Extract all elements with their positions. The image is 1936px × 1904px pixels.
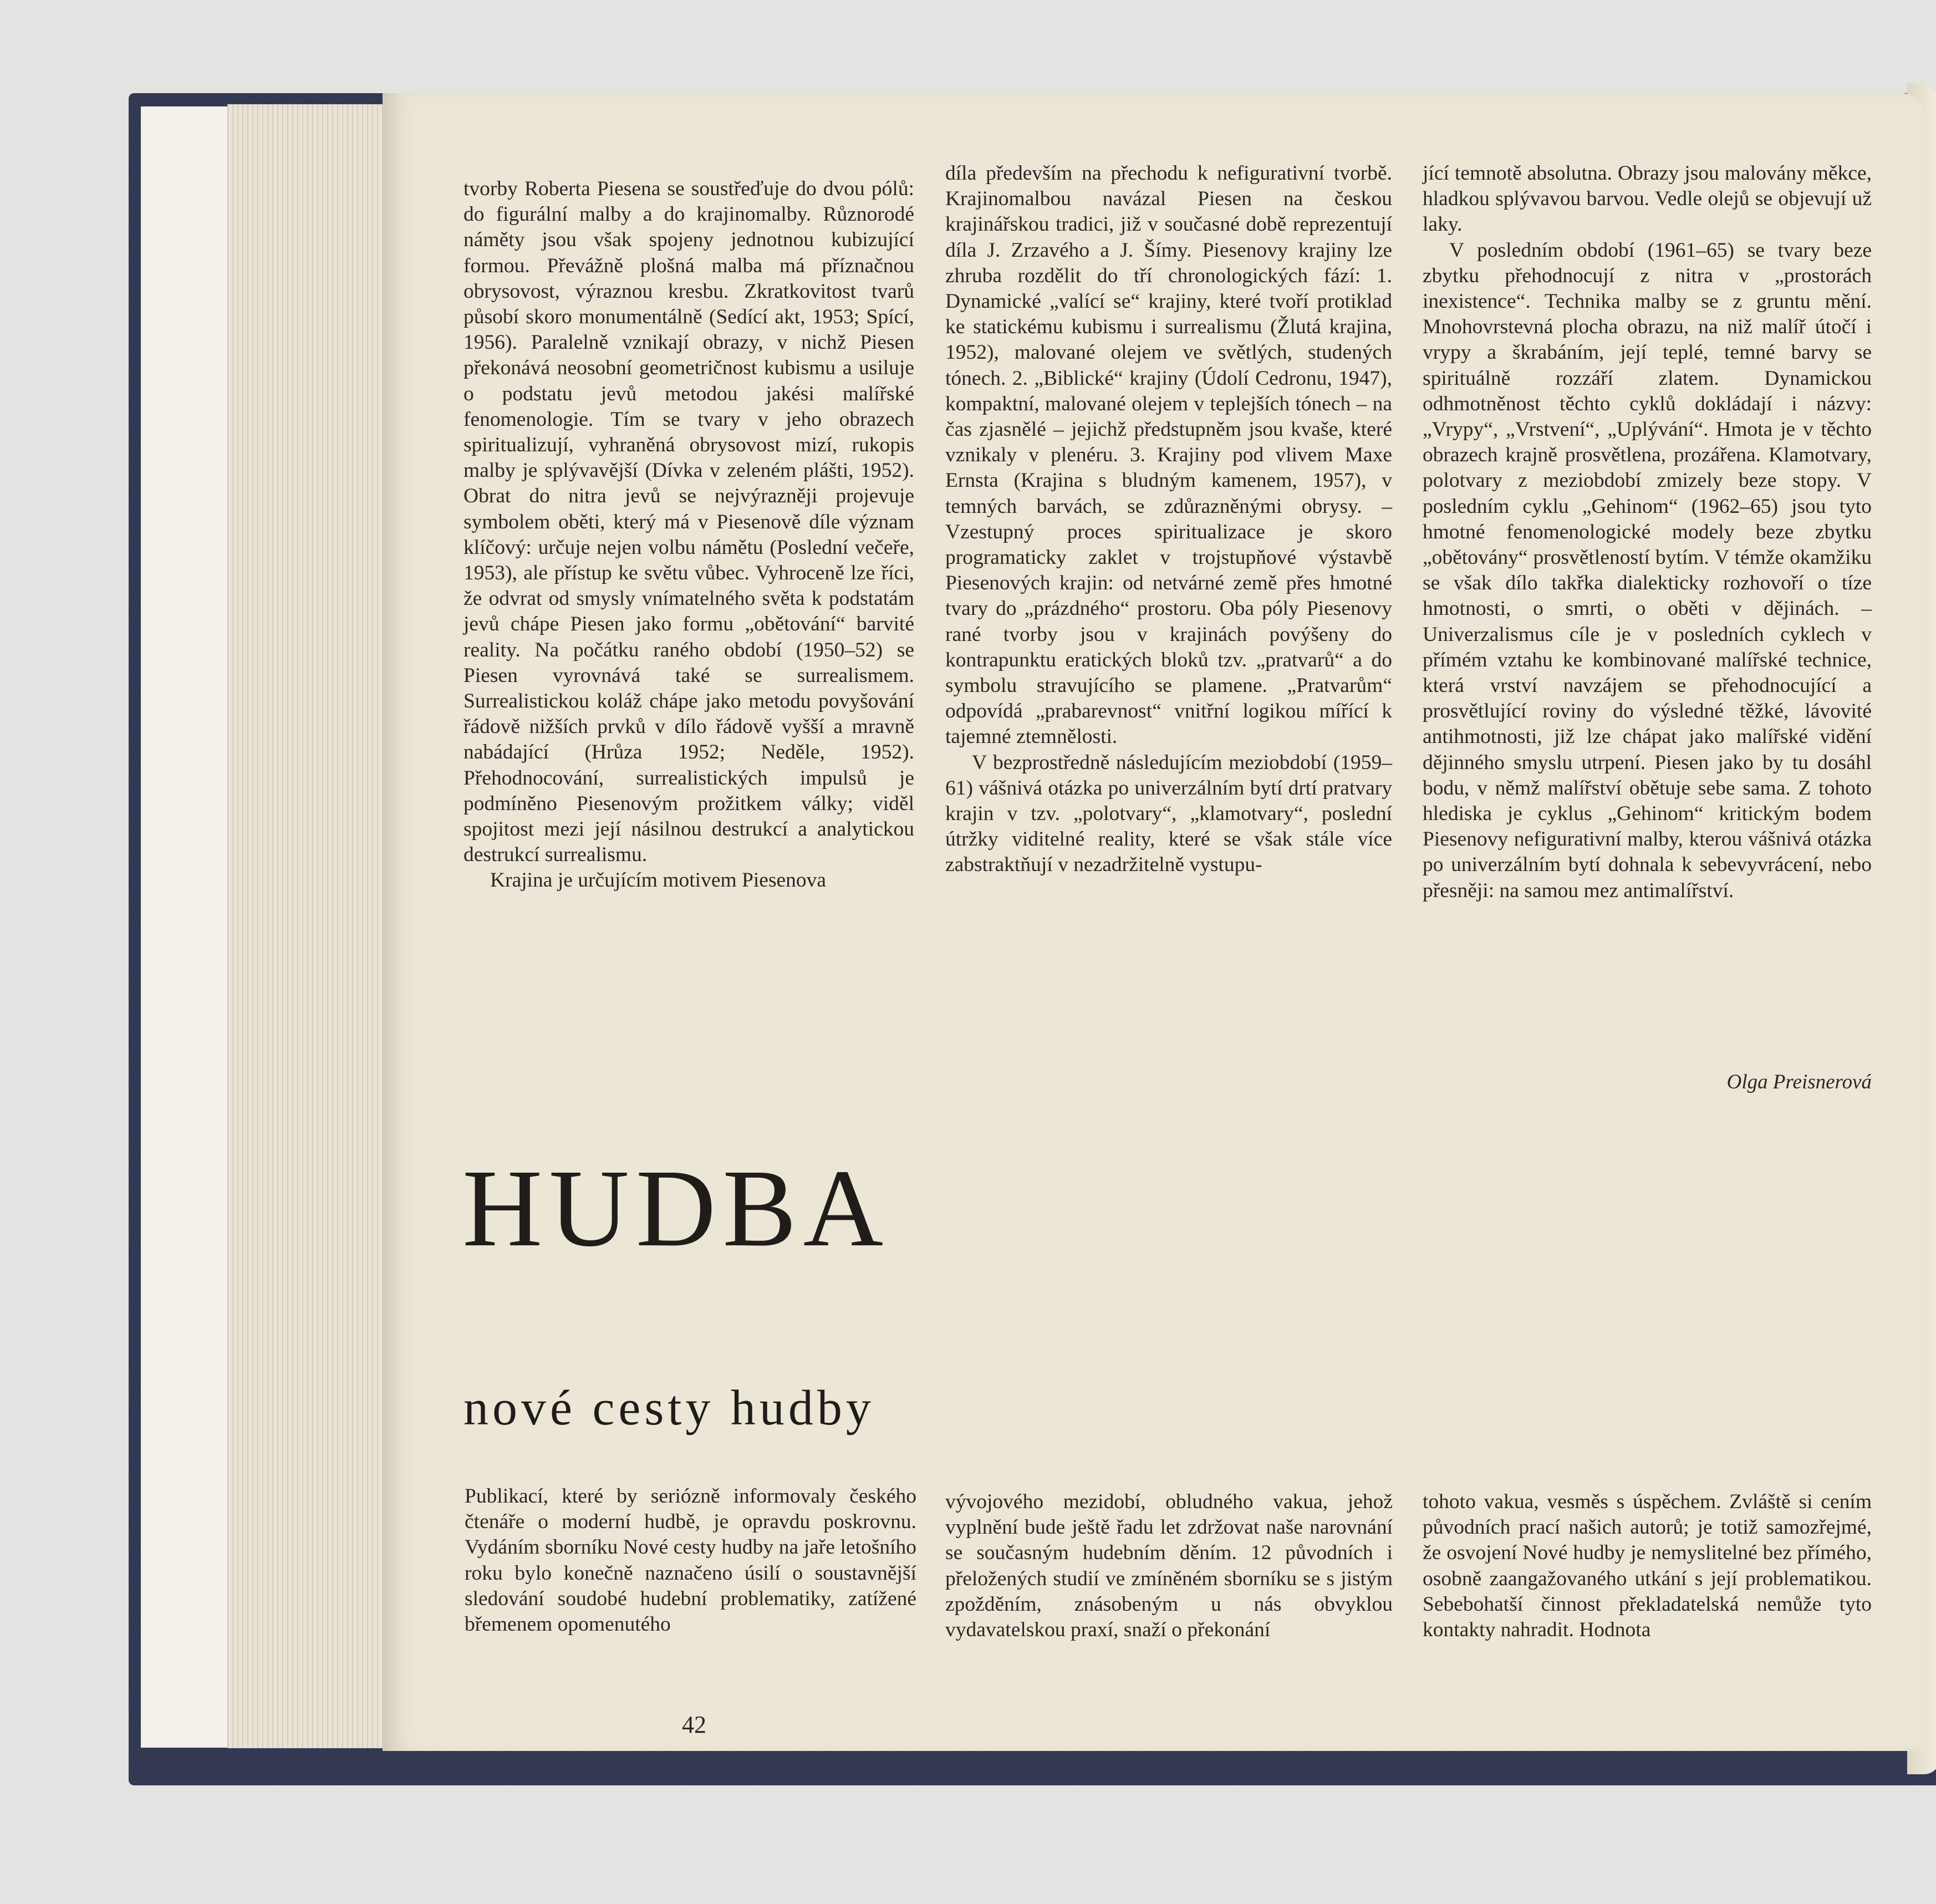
article-column-3	[1423, 161, 1872, 904]
left-page-edge	[141, 106, 230, 1748]
article-paragraph: tohoto vakua, vesměs s úspěchem. Zvláště si cením původních prací našich autorů; je totiž samozřejmé, že osvojení Nové hudby je nemyslitelné bez přímého, osobně zaangažovaného utkání s její problematikou. Sebebohatší činnost překladatelská nemůže tyto kontakty nahradit. Hodnota	[1423, 1490, 1872, 1642]
article-paragraph: V bezprostředně následujícím meziobdobí (1959–61) vášnivá otázka po univerzálním bytí drtí pratvary krajin v tzv. „polotvary“, „klamotvary“, poslední útržky viditelné reality, které se však stále více zabstraktňují v nezadržitelně vystupu-	[945, 751, 1392, 877]
page-stack	[227, 104, 386, 1748]
article-paragraph: Krajina je určujícím motivem Piesenova	[490, 869, 827, 892]
music-article-column-2	[945, 1489, 1393, 1643]
article-column-1	[463, 176, 914, 894]
page-number: 42	[682, 1711, 706, 1738]
author-signature: Olga Preisnerová	[1726, 1071, 1872, 1093]
music-article-column-1	[465, 1484, 916, 1637]
article-paragraph: vývojového mezidobí, obludného vakua, jehož vyplnění bude ještě řadu let zdržovat naše narovnání se současným hudebním děním. 12 původních i přeložených studií ve zmíněném sborníku se s jistým zpožděním, znásobeným u nás obvyklou vydavatelskou praxí, snaží o překonání	[945, 1490, 1393, 1642]
article-paragraph: Publikací, které by seriózně informovaly českého čtenáře o moderní hudbě, je opravdu poskrovnu. Vydáním sborníku Nové cesty hudby na jaře letošního roku bylo konečně naznačeno úsilí o soustavnější sledování soudobé hudební problematiky, zatížené břemenem opomenutého	[465, 1485, 916, 1636]
article-paragraph: díla především na přechodu k nefigurativní tvorbě. Krajinomalbou navázal Piesen na českou krajinářskou tradici, již v současné době reprezentují díla J. Zrzavého a J. Šímy. Piesenovy krajiny lze zhruba rozdělit do tří chronologických fází: 1. Dynamické „valící se“ krajiny, které tvoří protiklad ke statickému kubismu i surrealismu (Žlutá krajina, 1952), malované olejem ve světlých, studených tónech. 2. „Biblické“ krajiny (Údolí Cedronu, 1947), kompaktní, malované olejem v teplejších tónech – na čas zjasnělé – jejichž předstupněm jsou kvaše, které vznikaly v plenéru. 3. Krajiny pod vlivem Maxe Ernsta (Krajina s bludným kamenem, 1957), v temných barvách, se zdůrazněnými obrysy. – Vzestupný proces spiritualizace je skoro programaticky zaklet v trojstupňové výstavbě Piesenových krajin: od netvárné země přes hmotné tvary do „prázdného“ prostoru. Oba póly Piesenovy rané tvorby jsou v krajinách povýšeny do kontrapunktu eratických bloků tzv. „pratvarů“ a do symbolu stravujícího se plamene. „Pratvarům“ odpovídá „prabarevnost“ vnitřní logikou mířící k tajemné ztemnělosti.	[945, 162, 1392, 749]
music-article-column-3	[1423, 1489, 1872, 1643]
article-paragraph: jící temnotě absolutna. Obrazy jsou malovány měkce, hladkou splývavou barvou. Vedle olejů se objevují už laky.	[1423, 162, 1872, 236]
article-paragraph: V posledním období (1961–65) se tvary beze zbytku přehodnocují z nitra v „prostorách inexistence“. Technika malby se z gruntu mění. Mnohovrstevná plocha obrazu, na niž malíř útočí i vrypy a škrabáním, její teplé, temné barvy se spirituálně rozzáří zlatem. Dynamickou odhmotněnost těchto cyklů dokládají i názvy: „Vrypy“, „Vrstvení“, „Uplývání“. Hmota je v těchto obrazech krajně prosvětlena, prozářena. Klamotvary, polotvary z meziobdobí zmizely beze stopy. V posledním cyklu „Gehinom“ (1962–65) jsou tyto hmotné fenomenologické modely beze zbytku „obětovány“ prosvětleností bytím. V témže okamžiku se však dílo takřka dialekticky rozhovoří o tíze hmotnosti, o smrti, o oběti v dějinách. – Univerzalismus cíle je v posledních cyklech v přímém vztahu ke kombinované malířské technice, která vrství navzájem se přehodnocující a prosvětlující roviny do výsledné těžké, lávovité antihmotnosti, již lze chápat jako malířské vidění dějinného smyslu utrpení. Piesen jako by tu dosáhl bodu, v němž malířství obětuje sebe sama. Z tohoto hlediska je cyklus „Gehinom“ kritickým bodem Piesenovy nefigurativní malby, kterou vášnivá otázka po univerzálním bytí dohnala k sebevyvrácení, nebo přesněji: na samou mez antimalířství.	[1423, 238, 1872, 902]
article-paragraph: tvorby Roberta Piesena se soustřeďuje do dvou pólů: do figurální malby a do krajinomalby. Různorodé náměty jsou však spojeny jednotnou kubizující formou. Převážně plošná malba má příznačnou obrysovost, výraznou kresbu. Zkratkovitost tvarů působí skoro monumentálně (Sedící akt, 1953; Spící, 1956). Paralelně vznikají obrazy, v nichž Piesen překonává neosobní geometričnost kubismu a usiluje o podstatu jevů metodou jakési malířské fenomenologie. Tím se tvary v jeho obrazech spiritualizují, vyhraněná obrysovost mizí, rukopis malby je splývavější (Dívka v zeleném plášti, 1952). Obrat do nitra jevů se nejvýrazněji projevuje symbolem oběti, který má v Piesenově díle význam klíčový: určuje nejen volbu námětu (Poslední večeře, 1953), ale přístup ke světu vůbec. Vyhroceně lze říci, že odvrat od smysly vnímatelného světa k podstatám jevů chápe Piesen jako formu „obětování“ barvité reality. Na počátku raného období (1950–52) se Piesen vyrovnává také se surrealismem. Surrealistickou koláž chápe jako metodu povyšování řádově nižších prvků v dílo řádově vyšší a mravně nabádající (Hrůza 1952; Neděle, 1952). Přehodnocování, surrealistických impulsů je podmíněno Piesenovým prožitkem války; viděl spojitost mezi její násilnou destrukcí a analytickou destrukcí surrealismu.	[463, 177, 914, 867]
article-subheading: nové cesty hudby	[463, 1381, 875, 1435]
article-column-2	[945, 161, 1392, 878]
section-heading: HUDBA	[462, 1147, 890, 1270]
